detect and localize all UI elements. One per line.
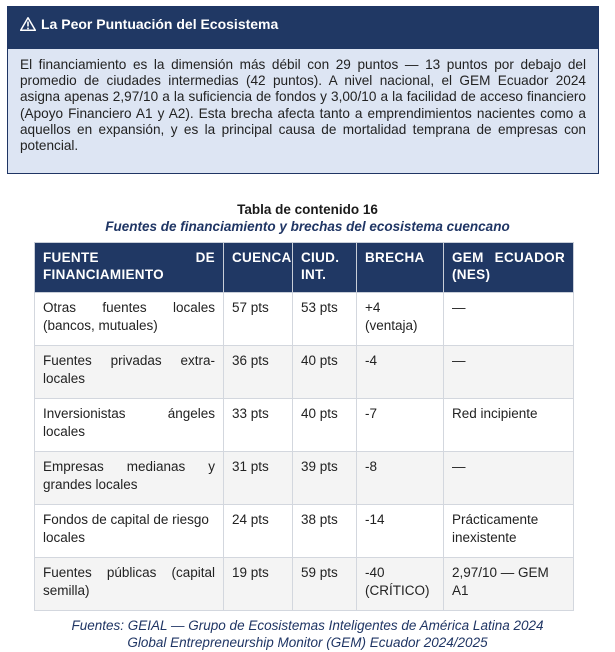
cell-gem: — xyxy=(444,293,574,346)
sources-footnote xyxy=(0,617,615,651)
cell-fuente-line2: semilla) xyxy=(43,583,90,598)
cell-ciud-int: 40 pts xyxy=(293,346,357,399)
cell-ciud-int: 59 pts xyxy=(293,558,357,611)
cell-cuenca: 19 pts xyxy=(224,558,293,611)
cell-fuente xyxy=(35,293,224,346)
cell-fuente-line1: Fondos de capital de riesgo xyxy=(43,512,209,527)
cell-fuente-line1: Fuentes públicas (capital xyxy=(43,565,215,580)
cell-gem: Prácticamente inexistente xyxy=(444,505,574,558)
cell-ciud-int: 38 pts xyxy=(293,505,357,558)
cell-fuente-line1: Empresas medianas y xyxy=(43,459,215,474)
cell-fuente xyxy=(35,505,224,558)
callout-title: La Peor Puntuación del Ecosistema xyxy=(41,16,279,32)
cell-fuente-line2: (bancos, mutuales) xyxy=(43,318,158,333)
cell-gem: 2,97/10 — GEM A1 xyxy=(444,558,574,611)
warning-icon xyxy=(20,17,36,31)
callout-text: El financiamiento es la dimensión más débil con 29 puntos — 13 puntos por debajo del promedio de ciudades intermedias (42 puntos). A nivel nacional, el GEM Ecuador 2024 asigna apenas 2,97/10 a la suficiencia de fondos y 3,00/10 a la facilidad de acceso financiero (Apoyo Financiero A1 y A2). Esta brecha afecta tanto a emprendimientos nacientes como a aquellos en expansión, y es la principal causa de mortalidad temprana de empresas con potencial. xyxy=(20,57,586,154)
table-header-row xyxy=(35,243,574,293)
cell-fuente xyxy=(35,399,224,452)
sources-line-2: Global Entrepreneurship Monitor (GEM) Ecuador 2024/2025 xyxy=(127,635,488,650)
cell-gem: — xyxy=(444,452,574,505)
header-cuenca: CUENCA xyxy=(224,243,293,293)
sources-line-1: Fuentes: GEIAL — Grupo de Ecosistemas Inteligentes de América Latina 2024 xyxy=(71,618,544,633)
header-gem: GEM ECUADOR (NES) xyxy=(444,243,574,293)
cell-fuente-line1: Fuentes privadas extra- xyxy=(43,353,215,368)
cell-cuenca: 57 pts xyxy=(224,293,293,346)
table-row xyxy=(35,399,574,452)
cell-fuente-line2: grandes locales xyxy=(43,477,138,492)
callout-box xyxy=(7,6,599,174)
table-row xyxy=(35,505,574,558)
cell-fuente-line2: locales xyxy=(43,530,86,545)
table-number: Tabla de contenido 16 xyxy=(237,202,378,217)
cell-fuente xyxy=(35,558,224,611)
cell-cuenca: 24 pts xyxy=(224,505,293,558)
cell-ciud-int: 53 pts xyxy=(293,293,357,346)
header-brecha: BRECHA xyxy=(357,243,444,293)
cell-fuente xyxy=(35,452,224,505)
table-row xyxy=(35,452,574,505)
cell-fuente-line2: locales xyxy=(43,371,86,386)
cell-gem: Red incipiente xyxy=(444,399,574,452)
header-fuente: FUENTE DE FINANCIAMIENTO xyxy=(35,243,224,293)
table-row xyxy=(35,293,574,346)
cell-ciud-int: 39 pts xyxy=(293,452,357,505)
financing-table xyxy=(34,242,574,611)
cell-cuenca: 33 pts xyxy=(224,399,293,452)
cell-brecha: -14 xyxy=(357,505,444,558)
table-title: Fuentes de financiamiento y brechas del ecosistema cuencano xyxy=(105,219,510,234)
table-row xyxy=(35,558,574,611)
cell-fuente xyxy=(35,346,224,399)
cell-cuenca: 36 pts xyxy=(224,346,293,399)
cell-fuente-line1: Inversionistas ángeles xyxy=(43,406,215,421)
cell-cuenca: 31 pts xyxy=(224,452,293,505)
header-ciud-int: CIUD. INT. xyxy=(293,243,357,293)
cell-brecha: -8 xyxy=(357,452,444,505)
cell-brecha: +4 (ventaja) xyxy=(357,293,444,346)
cell-brecha: -40 (CRÍTICO) xyxy=(357,558,444,611)
cell-brecha: -4 xyxy=(357,346,444,399)
cell-gem: — xyxy=(444,346,574,399)
cell-fuente-line1: Otras fuentes locales xyxy=(43,300,215,315)
cell-brecha: -7 xyxy=(357,399,444,452)
cell-ciud-int: 40 pts xyxy=(293,399,357,452)
cell-fuente-line2: locales xyxy=(43,424,86,439)
callout-header xyxy=(8,7,598,49)
table-row xyxy=(35,346,574,399)
